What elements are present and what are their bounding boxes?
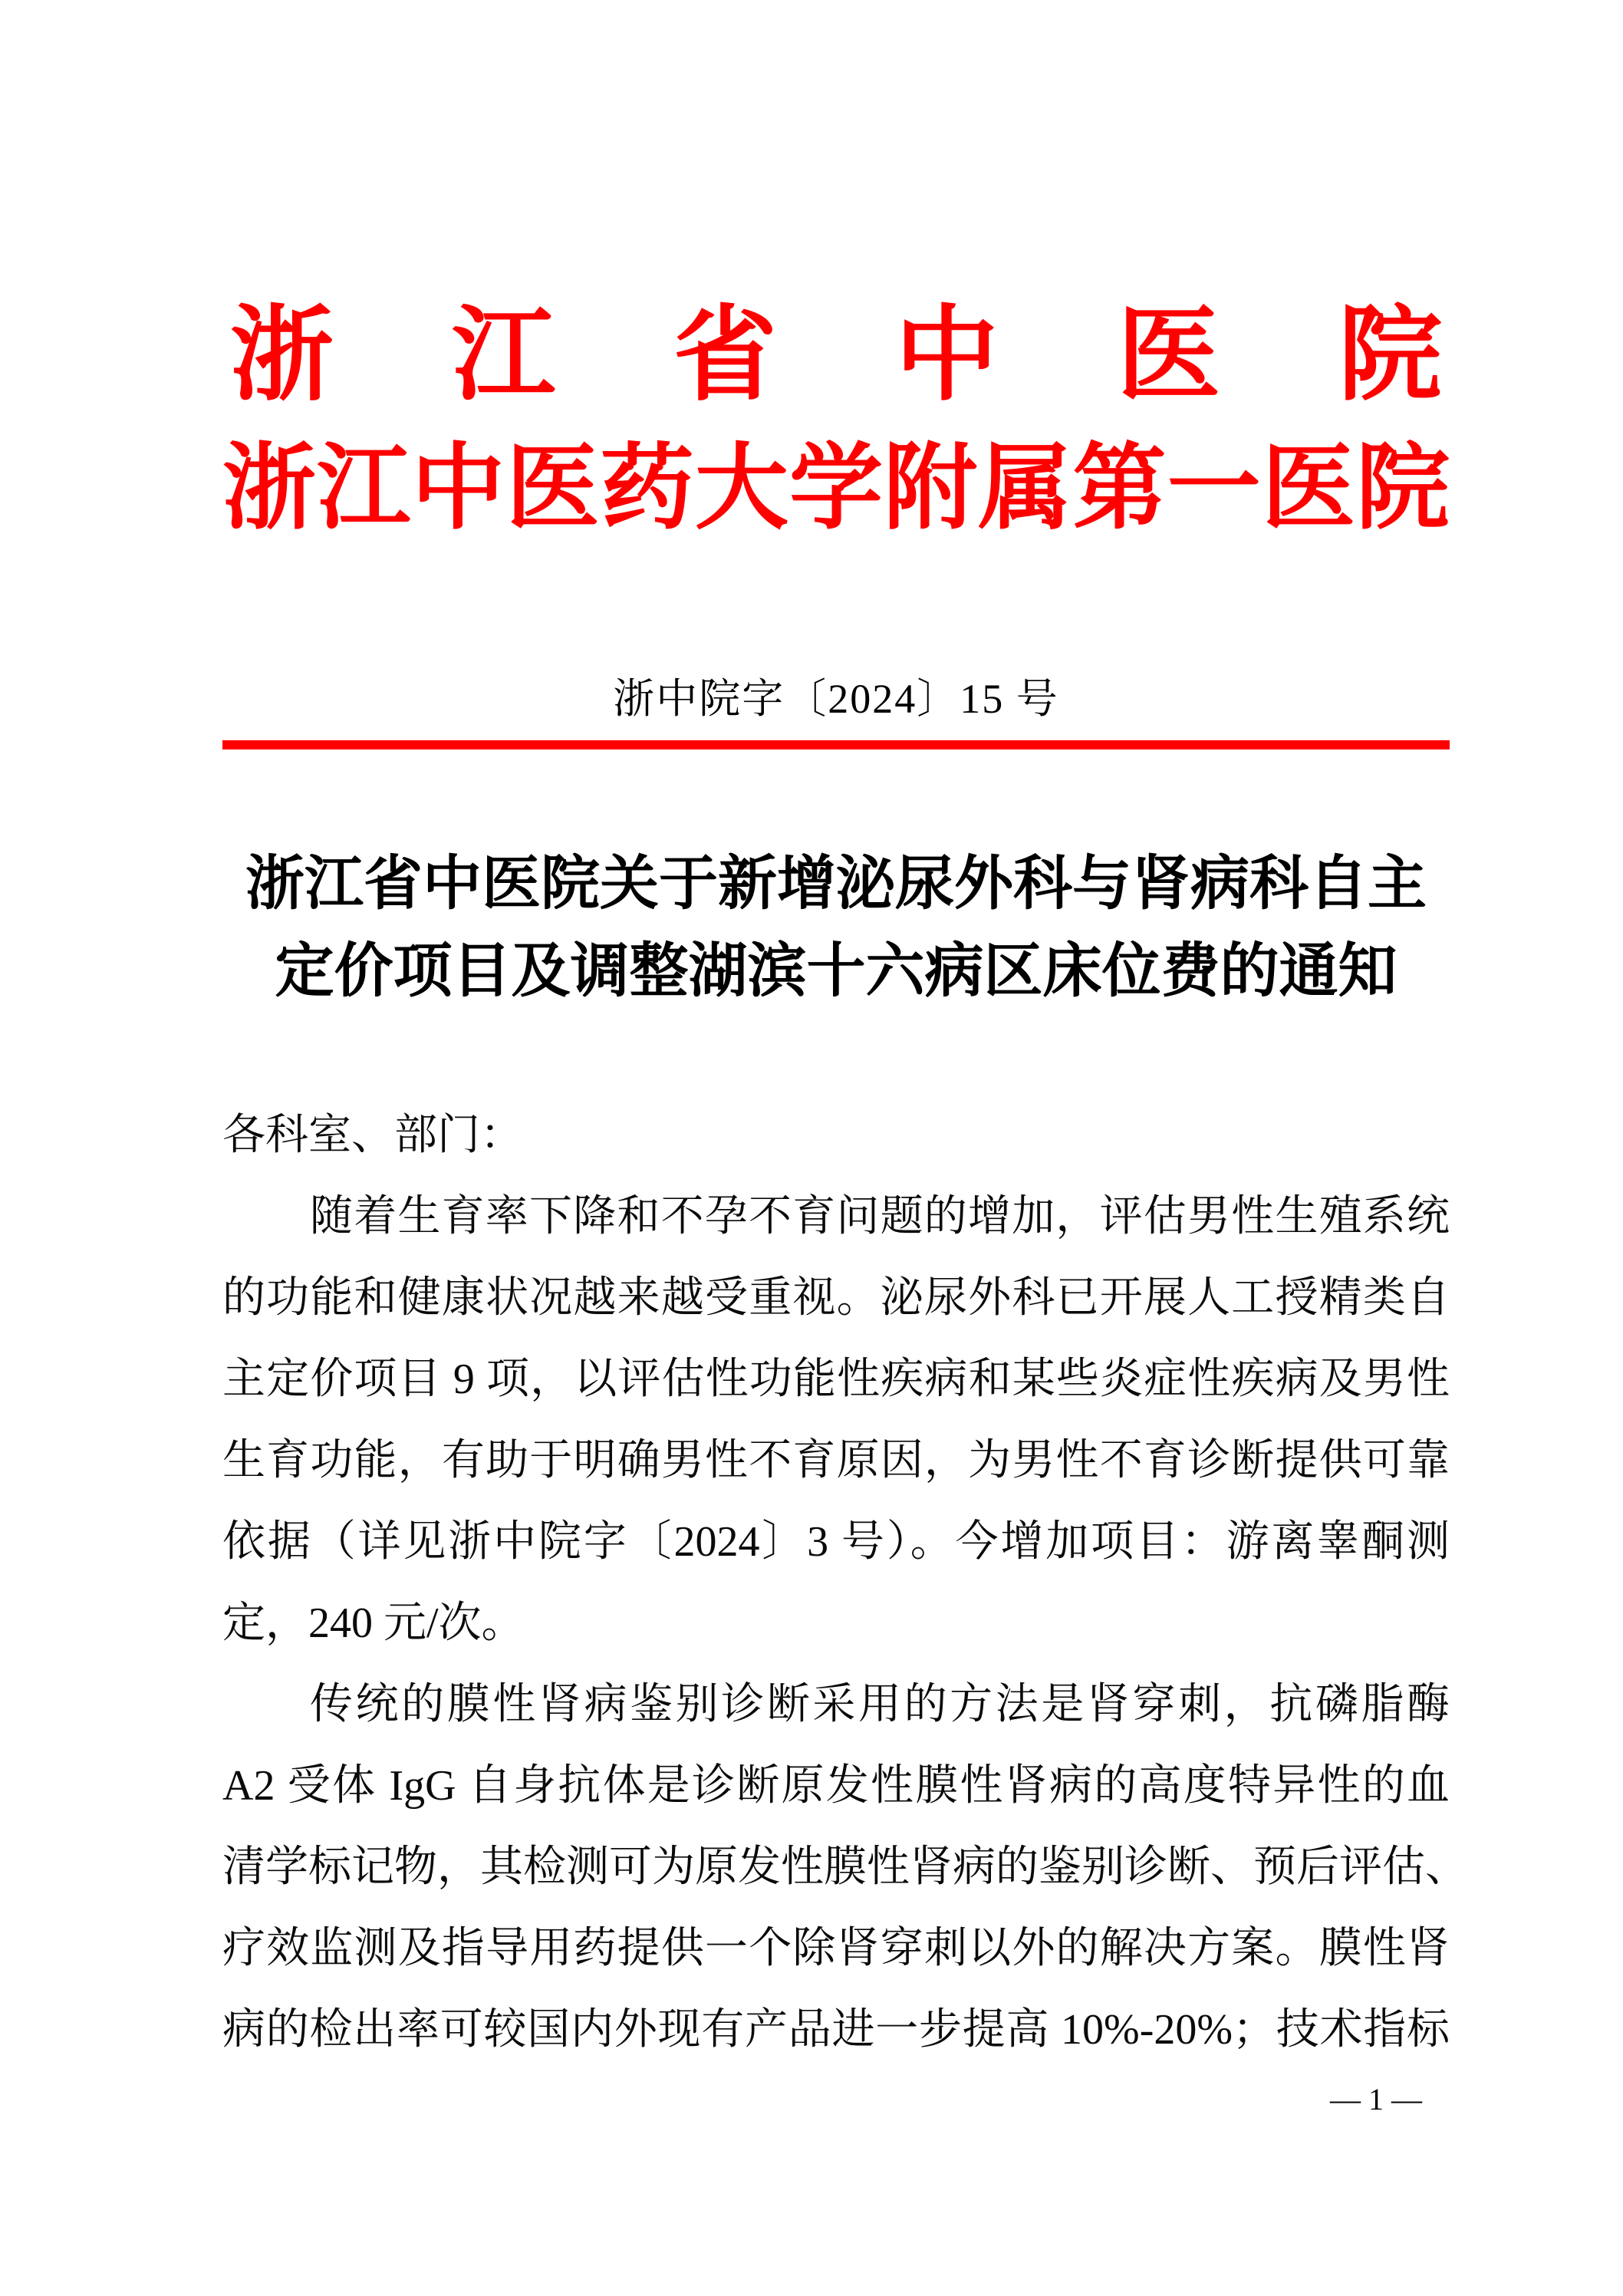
notice-title-line2: 定价项目及调整湖滨十六病区床位费的通知 (275, 938, 1397, 1004)
body-line: 的功能和健康状况越来越受重视。泌尿外科已开展人工授精类自 (222, 1274, 1450, 1322)
letterhead-university-affiliation: 浙江中医药大学附属第一医院 (222, 437, 1450, 541)
body-line: 病的检出率可较国内外现有产品进一步提高 10%-20%；技术指标 (222, 2006, 1450, 2054)
body-line: 清学标记物，其检测可为原发性膜性肾病的鉴别诊断、预后评估、 (222, 1843, 1468, 1891)
notice-body (222, 1095, 1468, 2070)
notice-title-line1: 浙江省中医院关于新增泌尿外科与肾病科自主 (245, 851, 1427, 917)
red-divider-rule (222, 740, 1450, 749)
letterhead-hospital-name: 浙江省中医院 (230, 299, 1442, 413)
body-line: A2 受体 IgG 自身抗体是诊断原发性膜性肾病的高度特异性的血 (222, 1762, 1450, 1810)
body-line: 定，240 元/次。 (222, 1599, 525, 1647)
body-line: 随着生育率下降和不孕不育问题的增加，评估男性生殖系统 (310, 1193, 1450, 1240)
document-reference-number: 浙中院字〔2024〕15 号 (613, 676, 1059, 722)
content-column (222, 299, 1468, 2116)
salutation-line: 各科室、部门： (222, 1112, 523, 1159)
body-line: 传统的膜性肾病鉴别诊断采用的方法是肾穿刺，抗磷脂酶 (310, 1681, 1450, 1728)
body-line: 主定价项目 9 项，以评估性功能性疾病和某些炎症性疾病及男性 (222, 1356, 1450, 1403)
notice-title (222, 840, 1450, 1015)
body-line: 疗效监测及指导用药提供一个除肾穿刺以外的解决方案。膜性肾 (222, 1925, 1450, 1972)
body-line: 生育功能，有助于明确男性不育原因，为男性不育诊断提供可靠 (222, 1437, 1450, 1484)
page-number: — 1 — (1330, 2082, 1422, 2116)
body-line: 依据（详见浙中院字〔2024〕3 号）。今增加项目：游离睾酮测 (222, 1518, 1450, 1566)
